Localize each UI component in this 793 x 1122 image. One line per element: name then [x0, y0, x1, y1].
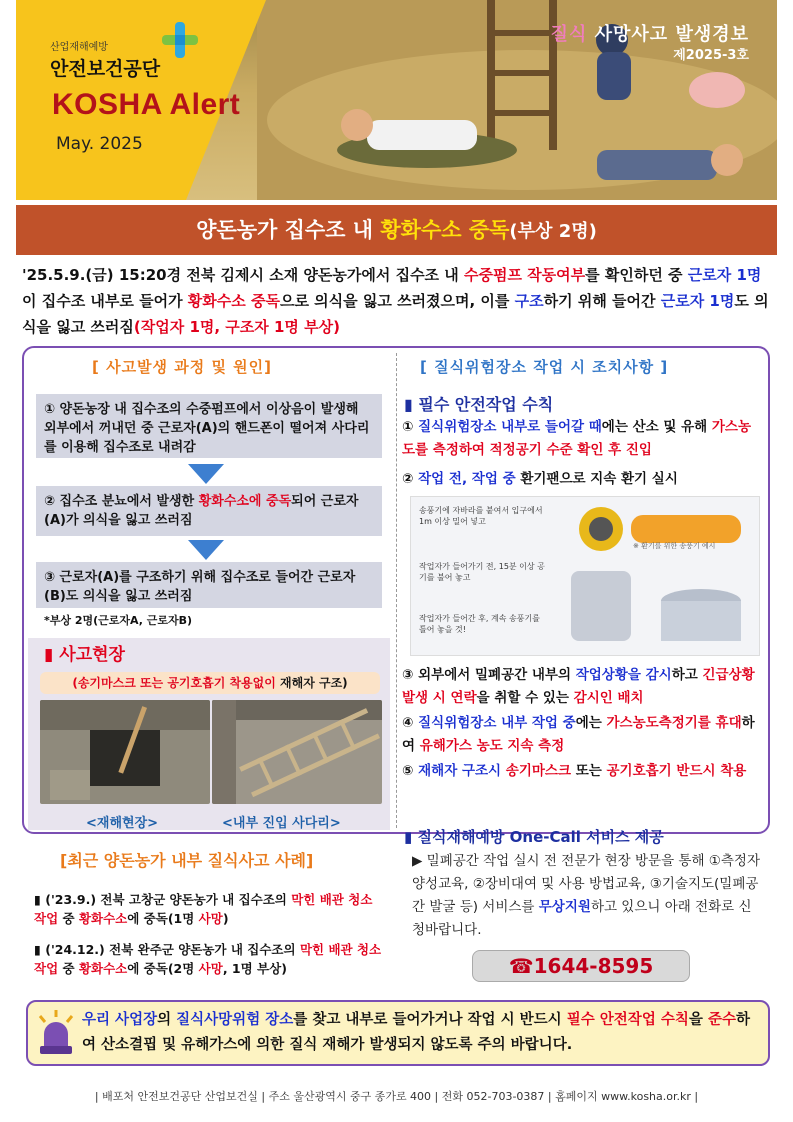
- case-text: ): [222, 911, 229, 926]
- rule-text: ④: [402, 715, 419, 731]
- rule-highlight: 가스농도를 측정하여 적정공기 수준 확인 후 진입: [402, 419, 751, 458]
- warning-text: [82, 1008, 762, 1058]
- brand-logo: KOSHA Alert: [52, 88, 241, 121]
- summary-highlight: (작업자 1명, 구조자 1명 부상): [133, 318, 340, 336]
- step2-text: ② 집수조 분뇨에서 발생한: [44, 494, 199, 509]
- case-text: , 1명 부상): [222, 961, 287, 976]
- title-part3: (부상 2명): [509, 221, 597, 242]
- rule-text: ②: [402, 471, 419, 487]
- alert-title: [551, 20, 749, 46]
- case-highlight: 사망: [198, 961, 223, 976]
- cases-title: [최근 양돈농가 내부 질식사고 사례]: [60, 851, 314, 870]
- kosha-cross-logo-icon: [162, 22, 198, 58]
- rule-text: 을 취할 수 있는: [476, 690, 574, 706]
- rule-5: [402, 760, 762, 783]
- arrow-down-icon: [188, 464, 224, 484]
- summary-text: '25.5.9.(금) 15:20경 전북 김제시 소재 양돈농가에서 집수조 내: [22, 266, 464, 284]
- photo-caption-site: <재해현장>: [86, 816, 159, 831]
- alert-title-highlight: 질식: [550, 24, 588, 45]
- agency-name: 안전보건공단: [50, 58, 161, 80]
- rule-3: [402, 664, 762, 710]
- rule-2: [402, 468, 762, 491]
- warning-text-part: 준수: [707, 1012, 736, 1028]
- summary-text: 으로 의식을 잃고 쓰러졌으며, 이를: [279, 292, 515, 310]
- rule-text: 환기팬으로 지속 환기 실시: [515, 471, 678, 487]
- summary-highlight: 수중펌프 작동여부: [463, 266, 586, 284]
- case-text: 중: [58, 911, 79, 926]
- case-text: 에 중독(1명: [127, 911, 199, 926]
- diagram-step-3: 작업자가 들어간 후, 계속 송풍기를 틀어 놓을 것!: [419, 614, 540, 634]
- process-step-1: ① 양돈농장 내 집수조의 수중펌프에서 이상음이 발생해 외부에서 꺼내던 중 근로자(A)의 핸드폰이 떨어져 사다리를 이용해 집수조로 내려감: [36, 394, 382, 458]
- warning-text-part: 필수 안전작업 수칙: [566, 1012, 689, 1028]
- step2-text: 되어 근로자(A)가 의식을 잃고 쓰러짐: [44, 494, 359, 528]
- onecall-description: [412, 850, 764, 942]
- rule-highlight: 가스농도측정기를 휴대: [606, 715, 742, 731]
- must-rules-label: 필수 안전작업 수칙: [418, 395, 554, 414]
- rule-text: ③ 외부에서 밀폐공간 내부의: [402, 667, 576, 683]
- accident-site-photo: [40, 700, 210, 804]
- summary-highlight: 근로자 1명: [687, 266, 762, 284]
- rule-text: 하고: [671, 667, 703, 683]
- rule-text: 하여: [402, 715, 755, 754]
- alert-title-rest: 사망사고 발생경보: [587, 24, 749, 45]
- rule-highlight: 작업 전, 작업 중: [418, 471, 516, 487]
- siren-icon: [36, 1010, 76, 1056]
- injury-note: *부상 2명(근로자A, 근로자B): [44, 614, 193, 627]
- summary-highlight: 근로자 1명: [660, 292, 735, 310]
- rule-highlight: 공기호흡기 반드시 착용: [606, 763, 747, 779]
- diagram-caption: ※ 환기를 위한 송풍기 예시: [633, 542, 716, 550]
- diagram-step-1: 송풍기에 자바라를 붙여서 입구에서 1m 이상 밀어 넣고: [419, 506, 543, 526]
- photo-caption-ladder: <내부 진입 사다리>: [222, 816, 341, 831]
- case-highlight: 황화수소: [78, 911, 128, 926]
- scene-title: ▮ 사고현장: [44, 645, 125, 665]
- summary-text: 를 확인하던 중: [585, 266, 688, 284]
- warning-text-part: 를 찾고 내부로 들어가거나 작업 시 반드시: [293, 1012, 567, 1028]
- rule-text: 에는 산소 및 유해: [601, 419, 712, 435]
- rule-text: 에는: [575, 715, 607, 731]
- measures-section-title: [ 질식위험장소 작업 시 조치사항 ]: [420, 358, 669, 376]
- column-divider: [396, 353, 397, 828]
- phone-number-button[interactable]: ☎1644-8595: [472, 950, 690, 982]
- process-step-2: [36, 486, 382, 536]
- rule-text: ①: [402, 419, 419, 435]
- case-item: [34, 890, 382, 928]
- rule-highlight: 재해자 구조시: [418, 763, 502, 779]
- process-step-3: ③ 근로자(A)를 구조하기 위해 집수조로 들어간 근로자(B)도 의식을 잃고 쓰러짐: [36, 562, 382, 608]
- case-text: ▮ ('23.9.) 전북 고창군 양돈농가 내 집수조의: [34, 892, 292, 907]
- rule-highlight: 질식위험장소 내부로 들어갈 때: [418, 419, 602, 435]
- warning-text-part: 을: [688, 1012, 708, 1028]
- onecall-title: ▮ 질식재해예방 One-Call 서비스 제공: [404, 828, 664, 846]
- onecall-highlight: 무상지원: [538, 899, 591, 915]
- case-text: 에 중독(2명: [127, 961, 199, 976]
- title-part1: 양돈농가 집수조 내: [196, 218, 381, 242]
- must-rules-title: [404, 392, 553, 415]
- header-banner: [16, 0, 777, 200]
- warning-text-part: 하여 산소결핍 및 유해가스에 의한 질식 재해가 발생되지 않도록 주의 바랍니다.: [82, 1012, 750, 1053]
- scene-subtitle: [40, 672, 380, 694]
- warning-text-part: 의: [157, 1012, 177, 1028]
- rule-highlight: 긴급상황 발생 시 연락: [402, 667, 755, 706]
- ladder-photo: [212, 700, 382, 804]
- rule-highlight: 송기마스크: [505, 763, 572, 779]
- diagram-step-2: 작업자가 들어가기 전, 15분 이상 공기를 불어 놓고: [419, 562, 545, 582]
- warning-text-part: 질식사망위험 장소: [176, 1012, 294, 1028]
- square-bullet-icon: ▮: [404, 395, 419, 414]
- onecall-text: 하고 있으니 아래 전화로 신청바랍니다.: [412, 899, 752, 938]
- summary-highlight: 황화수소 중독: [187, 292, 280, 310]
- blower-fan-icon: [561, 501, 757, 651]
- process-section-title: [ 사고발생 과정 및 원인]: [92, 358, 273, 376]
- onecall-text: ▶ 밀폐공간 작업 실시 전 전문가 현장 방문을 통해 ①측정자 양성교육, ②장비대여 및 사용 방법교육, ③기술지도(밀폐공간 발굴 등) 서비스를: [412, 853, 761, 915]
- title-highlight: 황화수소 중독: [380, 218, 510, 242]
- rule-4: [402, 712, 762, 758]
- case-highlight: 황화수소: [78, 961, 128, 976]
- scene-sub-highlight: (송기마스크 또는 공기호흡기 착용없이: [72, 676, 276, 690]
- arrow-down-icon: [188, 540, 224, 560]
- case-item: [34, 940, 382, 978]
- issue-month: May. 2025: [56, 134, 143, 154]
- case-text: ▮ ('24.12.) 전북 완주군 양돈농가 내 집수조의: [34, 942, 300, 957]
- case-highlight: 막힌 배관 청소작업: [34, 942, 382, 976]
- rule-1: [402, 416, 762, 462]
- ventilation-diagram: [410, 496, 760, 656]
- summary-text: 도 의식을 잃고 쓰러짐: [22, 292, 769, 336]
- rule-highlight: 감시인 배치: [573, 690, 644, 706]
- warning-text-part: 우리 사업장: [82, 1012, 158, 1028]
- footer-contact: | 배포처 안전보건공단 산업보건실 | 주소 울산광역시 중구 종가로 400 | 전화 052-703-0387 | 홈페이지 www.kosha.or.kr |: [94, 1090, 699, 1103]
- scene-sub-text: 재해자 구조): [275, 676, 348, 690]
- rule-text: ⑤: [402, 763, 419, 779]
- summary-highlight: 구조: [514, 292, 544, 310]
- agency-subtitle: 산업재해예방: [50, 42, 108, 53]
- rule-highlight: 작업상황을 감시: [575, 667, 672, 683]
- issue-number: 제2025-3호: [673, 48, 749, 63]
- case-text: 중: [58, 961, 79, 976]
- summary-text: 하기 위해 들어간: [543, 292, 661, 310]
- case-highlight: 사망: [198, 911, 223, 926]
- case-highlight: 막힌 배관 청소작업: [34, 892, 373, 926]
- page-title: [16, 205, 777, 255]
- summary-text: 이 집수조 내부로 들어가: [22, 292, 188, 310]
- rule-highlight: 유해가스 농도 지속 측정: [419, 738, 565, 754]
- accident-summary: [22, 262, 774, 340]
- rule-text: 또는: [571, 763, 607, 779]
- rule-highlight: 질식위험장소 내부 작업 중: [418, 715, 576, 731]
- step2-highlight: 황화수소에 중독: [198, 494, 292, 509]
